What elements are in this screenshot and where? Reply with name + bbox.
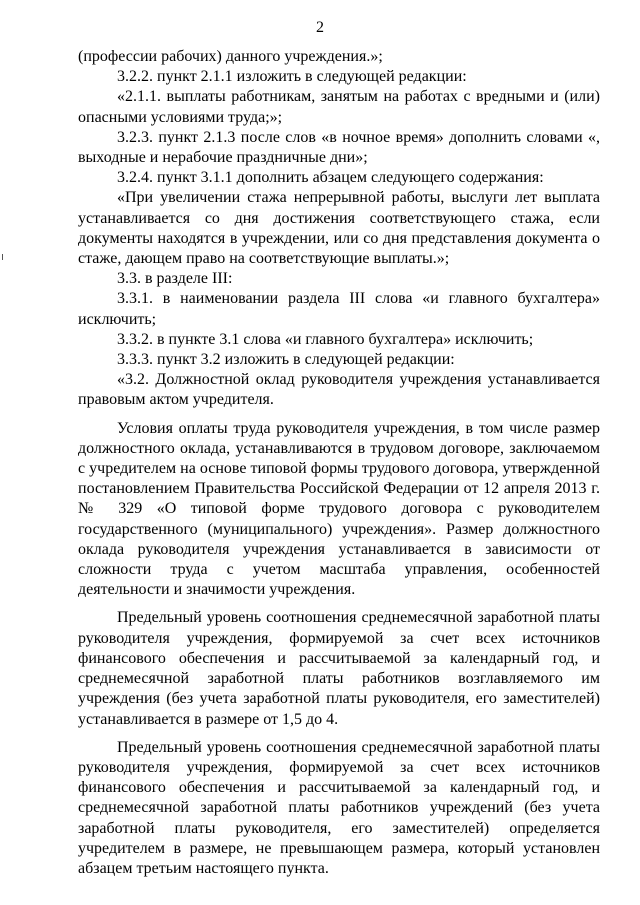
- paragraph-3-3: 3.3. в разделе III:: [117, 270, 233, 288]
- paragraph-3-2-2: 3.2.2. пункт 2.1.1 изложить в следующей редакции:: [117, 68, 467, 86]
- paragraph-3-2-4: 3.2.4. пункт 3.1.1 дополнить абзацем следующего содержания:: [117, 169, 544, 187]
- paragraph-3-2-text: «3.2. Должностной оклад руководителя учреждения устанавливается правовым актом учредителя.: [78, 371, 600, 409]
- paragraph-3-3-1: 3.3.1. в наименовании раздела III слова «и главного бухгалтера» исключить;: [78, 290, 600, 328]
- scan-edge-mark: [2, 254, 3, 260]
- paragraph-2-1-1-text: «2.1.1. выплаты работникам, занятым на работах с вредными и (или) опасными условиями труда;»;: [78, 88, 600, 126]
- paragraph-pay-conditions: Условия оплаты труда руководителя учреждения, в том числе размер должностного оклада, устанавливаются в трудовом договоре, заключаемом с учредителем на основе типовой формы трудового договора, утвержденной постановлением Правительства Российской Федерации от 12 апреля 2013 г. № 329 «О типовой форме трудового договора с руководителем государственного (муниципального) учреждения». Размер должностного оклада руководителя учреждения устанавливается в зависимости от сложности труда с учетом масштаба управления, особенностей деятельности и значимости учреждения.: [78, 419, 600, 599]
- paragraph-continuation: (профессии рабочих) данного учреждения.»;: [78, 48, 383, 65]
- paragraph-limit-ratio-2: Предельный уровень соотношения среднемесячной заработной платы руководителя учреждения, формируемой за счет всех источников финансового обеспечения и рассчитываемой за календарный год, и среднемесячной заработной платы работников учреждений (без учета заработной платы руководителя, его заместителей) определяется учредителем в размере, не превышающем размера, который установлен абзацем третьим настоящего пункта.: [78, 738, 600, 877]
- page-number: 2: [316, 19, 324, 36]
- paragraph-limit-ratio-1: Предельный уровень соотношения среднемесячной заработной платы руководителя учреждения, формируемой за счет всех источников финансового обеспечения и рассчитываемой за календарный год, и среднемесячной заработной платы работников возглавляемого им учреждения (без учета заработной платы руководителя, его заместителей) устанавливается в размере от 1,5 до 4.: [78, 609, 600, 728]
- document-body: [78, 47, 600, 879]
- paragraph-stazh-text: «При увеличении стажа непрерывной работы, выслуги лет выплата устанавливается со дня достижения соответствующего стажа, если документы находятся в учреждении, или со дня представления документа о стаже, дающем право на соответствующие выплаты.»;: [78, 189, 600, 268]
- paragraph-3-3-2: 3.3.2. в пункте 3.1 слова «и главного бухгалтера» исключить;: [117, 330, 534, 348]
- paragraph-3-3-3: 3.3.3. пункт 3.2 изложить в следующей редакции:: [117, 351, 455, 369]
- paragraph-3-2-3: 3.2.3. пункт 2.1.3 после слов «в ночное время» дополнить словами «, выходные и нерабочие праздничные дни»;: [78, 128, 600, 167]
